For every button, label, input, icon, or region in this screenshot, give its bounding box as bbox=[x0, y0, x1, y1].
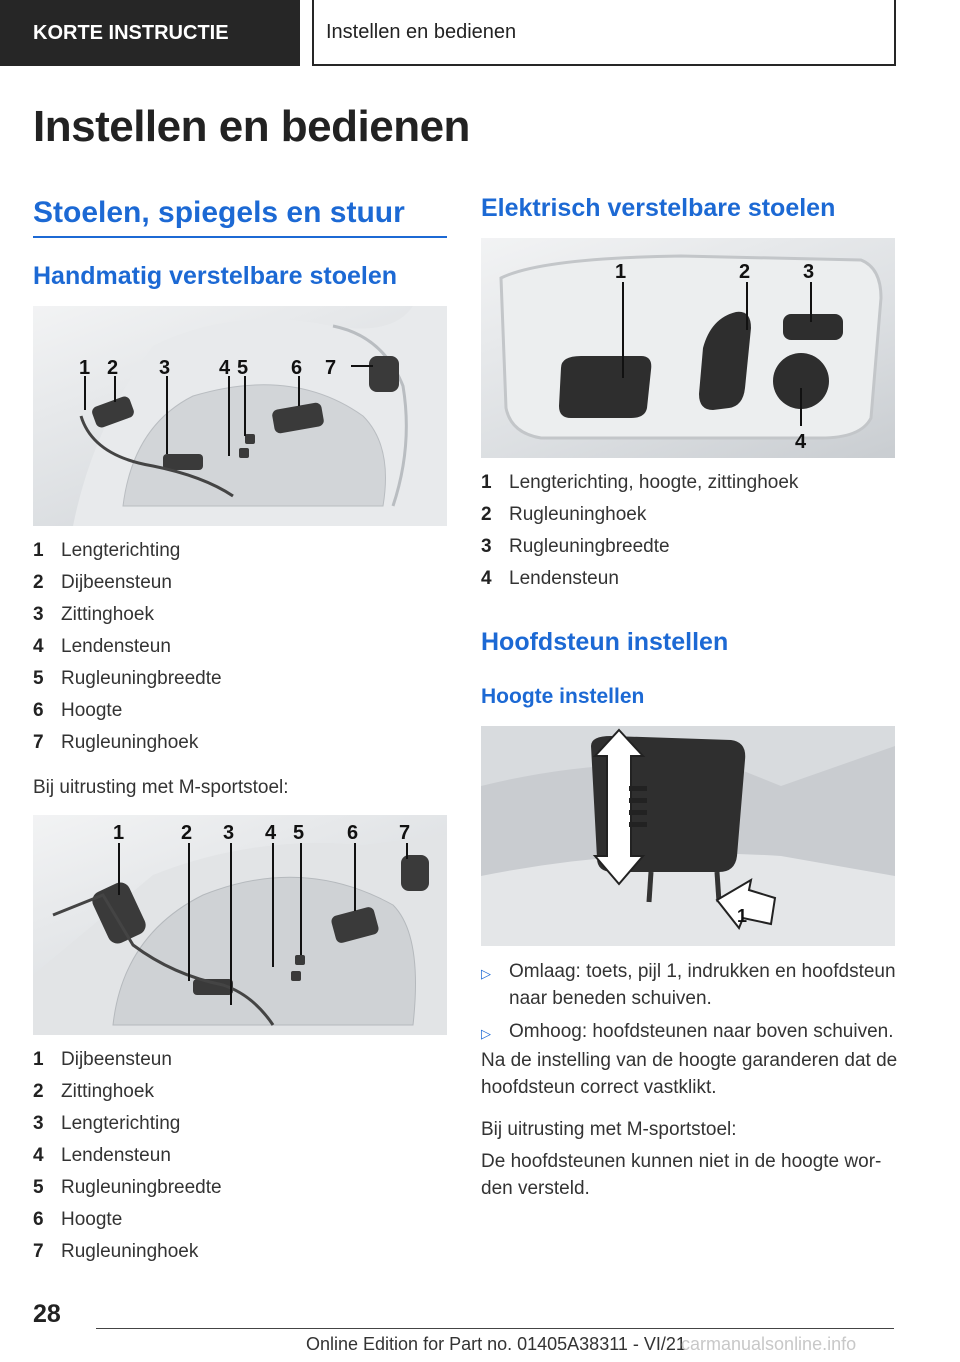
manual-seat-illustration bbox=[33, 306, 447, 526]
subheading-height: Hoogte instellen bbox=[481, 685, 645, 708]
paragraph-click-check: Na de instelling van de hoogte garanderen dat de hoofdsteun correct vastklikt. bbox=[481, 1050, 898, 1098]
item-text: Lendensteun bbox=[61, 1145, 171, 1166]
paragraph-m-sport: Bij uitrusting met M-sportstoel: bbox=[481, 1119, 737, 1140]
fig2-label: 6 bbox=[347, 822, 359, 844]
item-number: 1 bbox=[33, 1049, 44, 1070]
item-text: Dijbeensteun bbox=[61, 572, 172, 593]
fig2-label: 3 bbox=[223, 822, 235, 844]
footer-divider bbox=[96, 1328, 894, 1329]
item-number: 2 bbox=[33, 1081, 44, 1102]
note-m-sport-seat: Bij uitrusting met M-sportstoel: bbox=[33, 777, 289, 798]
item-text: Hoogte bbox=[61, 700, 123, 721]
page-number: 28 bbox=[33, 1300, 61, 1328]
fig4-label: 1 bbox=[737, 906, 748, 926]
item-text: Lengterichting, hoogte, zittinghoek bbox=[509, 472, 799, 493]
figure-electric-seat-switches bbox=[481, 238, 895, 458]
fig1-label: 4 bbox=[219, 357, 231, 379]
fig3-label: 1 bbox=[615, 261, 627, 283]
list-item bbox=[33, 695, 222, 727]
list-item bbox=[481, 958, 899, 1012]
list-item bbox=[481, 531, 798, 563]
item-text: Lengterichting bbox=[61, 540, 181, 561]
item-text: Omhoog: hoofdsteunen naar boven schuiven. bbox=[509, 1021, 894, 1042]
item-number: 3 bbox=[33, 1113, 44, 1134]
list-item bbox=[481, 499, 798, 531]
item-number: 7 bbox=[33, 732, 44, 753]
page-title: Instellen en bedienen bbox=[33, 102, 470, 151]
list-item bbox=[33, 1076, 222, 1108]
list-item bbox=[33, 535, 222, 567]
headrest-instructions bbox=[481, 958, 899, 1053]
item-text: Dijbeensteun bbox=[61, 1049, 172, 1070]
section-heading-headrest: Hoofdsteun instellen bbox=[481, 628, 729, 656]
fig3-label: 3 bbox=[803, 261, 815, 283]
item-text: Rugleuninghoek bbox=[61, 732, 199, 753]
fig2-label: 2 bbox=[181, 822, 193, 844]
legend-manual-seat bbox=[33, 535, 222, 759]
chapter-tab: Instellen en bedienen bbox=[312, 0, 896, 66]
item-text: Lengterichting bbox=[61, 1113, 181, 1134]
list-item bbox=[33, 1044, 222, 1076]
fig1-label: 5 bbox=[237, 357, 249, 379]
item-text: Rugleuningbreedte bbox=[509, 536, 670, 557]
list-item bbox=[33, 1204, 222, 1236]
footer-edition: Online Edition for Part no. 01405A38311 - VI/21 bbox=[306, 1334, 686, 1354]
list-item bbox=[33, 567, 222, 599]
fig2-label: 1 bbox=[113, 822, 125, 844]
item-number: 3 bbox=[481, 536, 492, 557]
item-number: 2 bbox=[481, 504, 492, 525]
list-item bbox=[33, 1140, 222, 1172]
item-number: 4 bbox=[33, 1145, 44, 1166]
list-item bbox=[33, 1236, 222, 1268]
list-item bbox=[481, 467, 798, 499]
item-number: 5 bbox=[33, 1177, 44, 1198]
electric-switches-illustration bbox=[481, 238, 895, 458]
m-sport-seat-illustration bbox=[33, 815, 447, 1035]
section-heading-seats: Stoelen, spiegels en stuur bbox=[33, 196, 447, 238]
item-text: Hoogte bbox=[61, 1209, 123, 1230]
list-item bbox=[33, 1108, 222, 1140]
subheading-manual-seats: Handmatig verstelbare stoelen bbox=[33, 262, 398, 290]
watermark: carmanualsonline.info bbox=[681, 1334, 857, 1354]
fig1-label: 3 bbox=[159, 357, 171, 379]
fig1-label: 1 bbox=[79, 357, 91, 379]
list-item bbox=[33, 599, 222, 631]
list-item bbox=[481, 1018, 899, 1047]
legend-electric-seat bbox=[481, 467, 798, 595]
item-text: Rugleuninghoek bbox=[61, 1241, 199, 1262]
figure-manual-seat bbox=[33, 306, 447, 526]
fig2-label: 4 bbox=[265, 822, 277, 844]
fig1-label: 7 bbox=[325, 357, 337, 379]
item-number: 3 bbox=[33, 604, 44, 625]
item-text: Lendensteun bbox=[509, 568, 619, 589]
triangle-bullet-icon: ▷ bbox=[481, 966, 491, 981]
figure-m-sport-seat bbox=[33, 815, 447, 1035]
item-text: Zittinghoek bbox=[61, 1081, 154, 1102]
section-tab: KORTE INSTRUCTIE bbox=[0, 0, 300, 66]
item-text: Lendensteun bbox=[61, 636, 171, 657]
fig1-label: 6 bbox=[291, 357, 303, 379]
item-number: 5 bbox=[33, 668, 44, 689]
item-number: 4 bbox=[33, 636, 44, 657]
item-text: Omlaag: toets, pijl 1, indrukken en hoofdsteun naar beneden schuiven. bbox=[509, 961, 896, 1009]
item-number: 2 bbox=[33, 572, 44, 593]
item-number: 1 bbox=[33, 540, 44, 561]
item-number: 6 bbox=[33, 1209, 44, 1230]
fig3-label: 4 bbox=[795, 431, 807, 453]
list-item bbox=[33, 727, 222, 759]
triangle-bullet-icon: ▷ bbox=[481, 1026, 491, 1041]
item-text: Rugleuningbreedte bbox=[61, 668, 222, 689]
headrest-illustration bbox=[481, 726, 895, 946]
item-number: 7 bbox=[33, 1241, 44, 1262]
list-item bbox=[33, 631, 222, 663]
list-item bbox=[481, 563, 798, 595]
fig2-label: 7 bbox=[399, 822, 411, 844]
item-number: 4 bbox=[481, 568, 492, 589]
item-text: Rugleuningbreedte bbox=[61, 1177, 222, 1198]
fig3-label: 2 bbox=[739, 261, 751, 283]
item-number: 1 bbox=[481, 472, 492, 493]
section-heading-electric-seats: Elektrisch verstelbare stoelen bbox=[481, 194, 836, 222]
item-number: 6 bbox=[33, 700, 44, 721]
legend-m-sport-seat bbox=[33, 1044, 222, 1268]
fig1-label: 2 bbox=[107, 357, 119, 379]
paragraph-not-adjustable: De hoofdsteunen kunnen niet in de hoogte worden versteld. bbox=[481, 1151, 882, 1199]
list-item bbox=[33, 663, 222, 695]
item-text: Zittinghoek bbox=[61, 604, 154, 625]
item-text: Rugleuninghoek bbox=[509, 504, 647, 525]
list-item bbox=[33, 1172, 222, 1204]
figure-headrest bbox=[481, 726, 895, 946]
fig2-label: 5 bbox=[293, 822, 305, 844]
